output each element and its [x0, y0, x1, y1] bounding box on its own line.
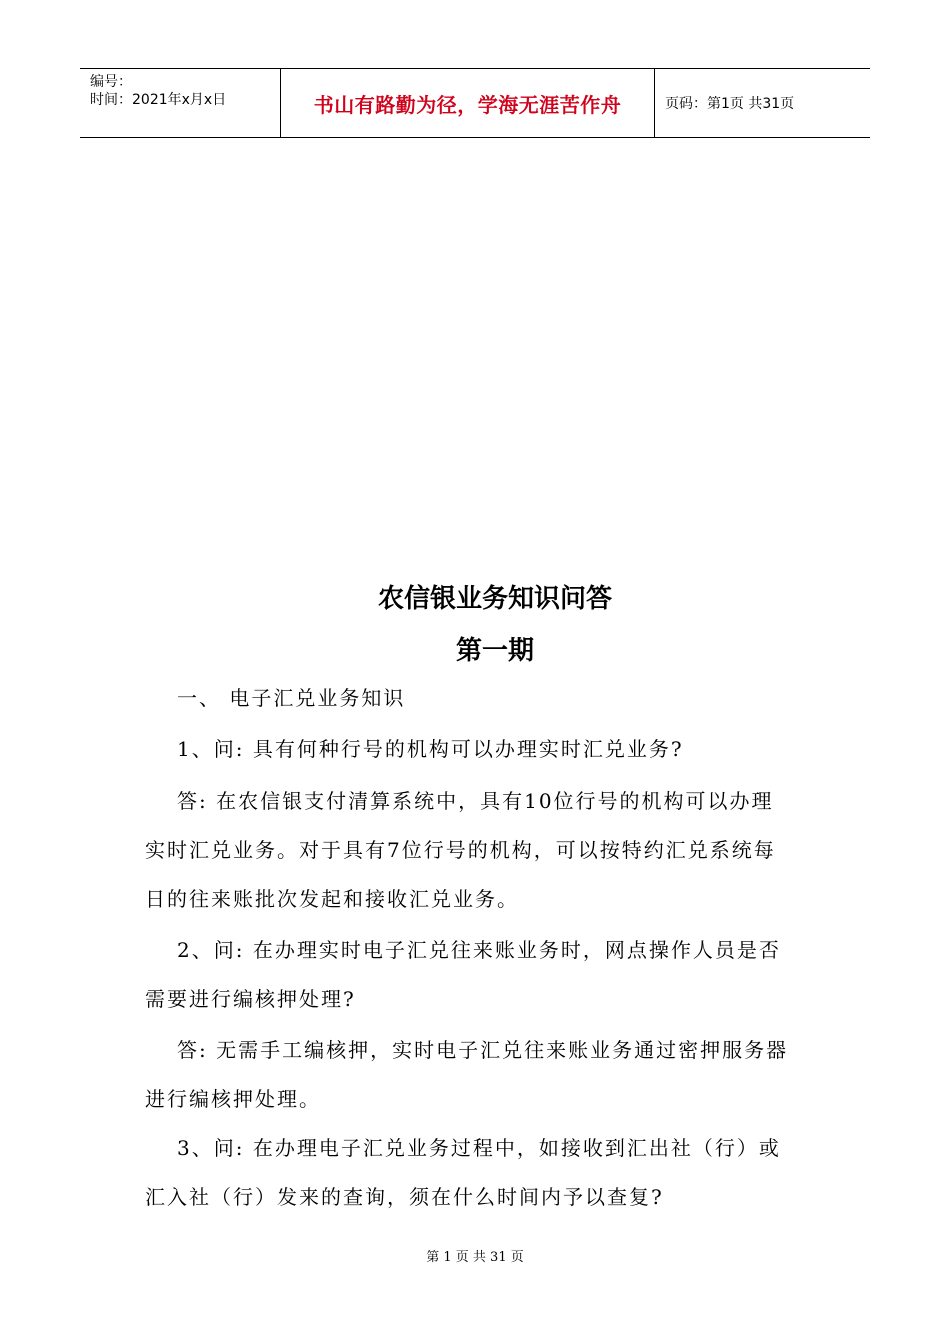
section-heading: 一、 电子汇兑业务知识 — [177, 686, 406, 710]
answer-2-line-2: 进行编核押处理。 — [145, 1087, 321, 1111]
question-2-line-1: 2、问: 在办理实时电子汇兑往来账业务时，网点操作人员是否 — [177, 938, 781, 962]
answer-1-line-3: 日的往来账批次发起和接收汇兑业务。 — [145, 887, 519, 911]
answer-1-line-2: 实时汇兑业务。对于具有7位行号的机构，可以按特约汇兑系统每 — [145, 838, 776, 862]
question-1: 1、问: 具有何种行号的机构可以办理实时汇兑业务? — [177, 737, 684, 761]
header-motto: 书山有路勤为径，学海无涯苦作舟 — [281, 69, 655, 137]
header-page-info: 页码：第1页 共31页 — [665, 96, 795, 112]
document-subtitle: 第一期 — [455, 636, 534, 666]
question-2-line-2: 需要进行编核押处理? — [145, 987, 356, 1011]
document-title: 农信银业务知识问答 — [377, 584, 612, 614]
answer-2-line-1: 答: 无需手工编核押，实时电子汇兑往来账业务通过密押服务器 — [177, 1038, 789, 1062]
question-3-line-2: 汇入社（行）发来的查询，须在什么时间内予以查复? — [145, 1185, 664, 1209]
answer-1-line-1: 答: 在农信银支付清算系统中，具有10位行号的机构可以办理 — [177, 789, 774, 813]
question-3-line-1: 3、问: 在办理电子汇兑业务过程中，如接收到汇出社（行）或 — [177, 1136, 781, 1160]
document-time-label: 时间：2021年x月x日 — [90, 92, 227, 108]
page-footer: 第 1 页 共 31 页 — [426, 1250, 524, 1265]
document-number-label: 编号： — [90, 74, 132, 90]
header-meta — [80, 69, 281, 137]
page-header — [80, 68, 870, 138]
